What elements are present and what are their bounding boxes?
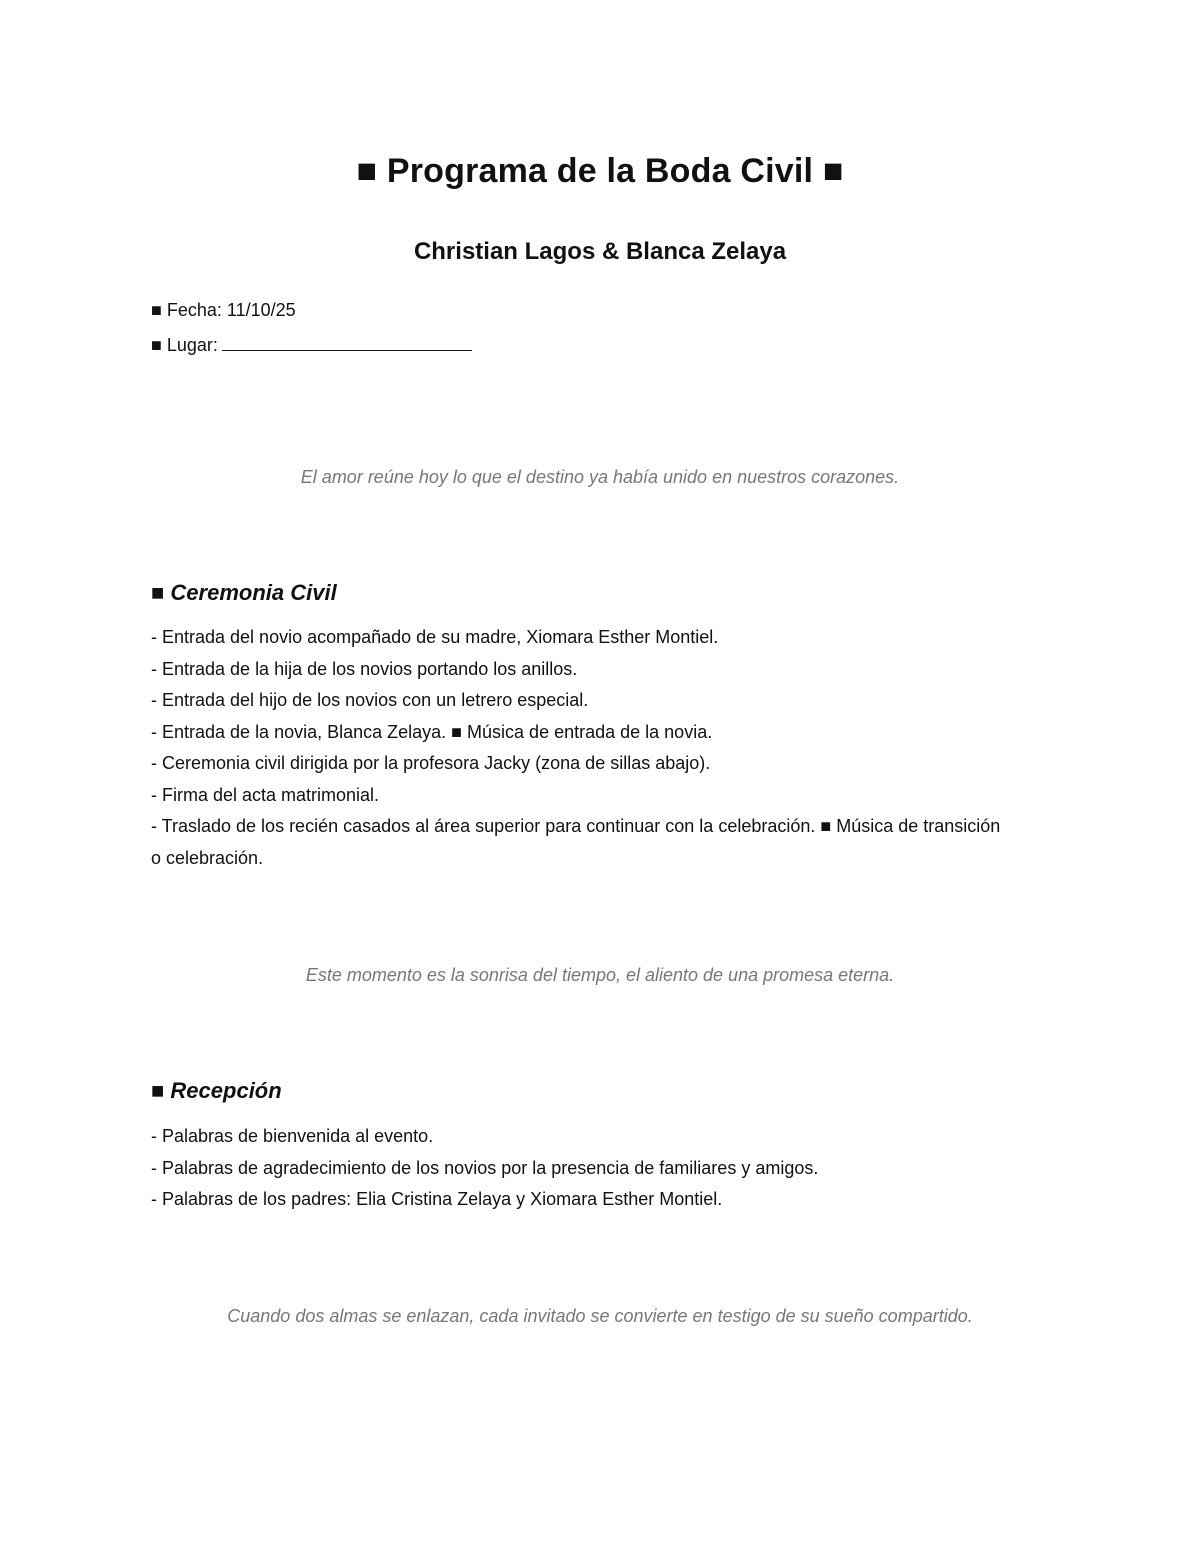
list-item: - Traslado de los recién casados al área superior para continuar con la celebración. ■ Música de transición o celebración. [151, 816, 1001, 868]
lugar-line [151, 334, 472, 356]
list-item: - Ceremonia civil dirigida por la profesora Jacky (zona de sillas abajo). [151, 753, 711, 773]
list-item: - Palabras de los padres: Elia Cristina Zelaya y Xiomara Esther Montiel. [151, 1189, 723, 1209]
recepcion-list [151, 1121, 1011, 1216]
faint-decoration [270, 420, 970, 436]
lugar-blank-line [222, 334, 472, 351]
fecha-line: ■ Fecha: 11/10/25 [151, 300, 296, 320]
ceremonia-list [151, 622, 1011, 874]
list-item: - Entrada del hijo de los novios con un letrero especial. [151, 690, 589, 710]
section-marker: ■ [151, 1078, 165, 1103]
section-title: Ceremonia Civil [170, 580, 337, 605]
list-item: - Firma del acta matrimonial. [151, 784, 380, 805]
quote-1: El amor reúne hoy lo que el destino ya había unido en nuestros corazones. [300, 467, 900, 487]
list-item: - Entrada del novio acompañado de su madre, Xiomara Esther Montiel. [151, 627, 719, 647]
section-title: Recepción [170, 1078, 282, 1103]
couple-names: Christian Lagos & Blanca Zelaya [413, 238, 787, 265]
list-item: - Entrada de la hija de los novios portando los anillos. [151, 658, 578, 679]
section-marker: ■ [151, 580, 165, 605]
quote-3: Cuando dos almas se enlazan, cada invitado se convierte en testigo de su sueño compartido. [227, 1306, 973, 1326]
section-heading-recepcion [151, 1078, 282, 1104]
lugar-label: ■ Lugar: [151, 335, 218, 355]
page-title: ■ Programa de la Boda Civil ■ [356, 152, 844, 190]
list-item: - Palabras de bienvenida al evento. [151, 1126, 434, 1146]
list-item: - Entrada de la novia, Blanca Zelaya. ■ Música de entrada de la novia. [151, 721, 713, 742]
list-item: - Palabras de agradecimiento de los novios por la presencia de familiares y amigos. [151, 1157, 819, 1178]
quote-2: Este momento es la sonrisa del tiempo, el aliento de una promesa eterna. [305, 965, 895, 985]
section-heading-ceremonia [151, 580, 337, 606]
